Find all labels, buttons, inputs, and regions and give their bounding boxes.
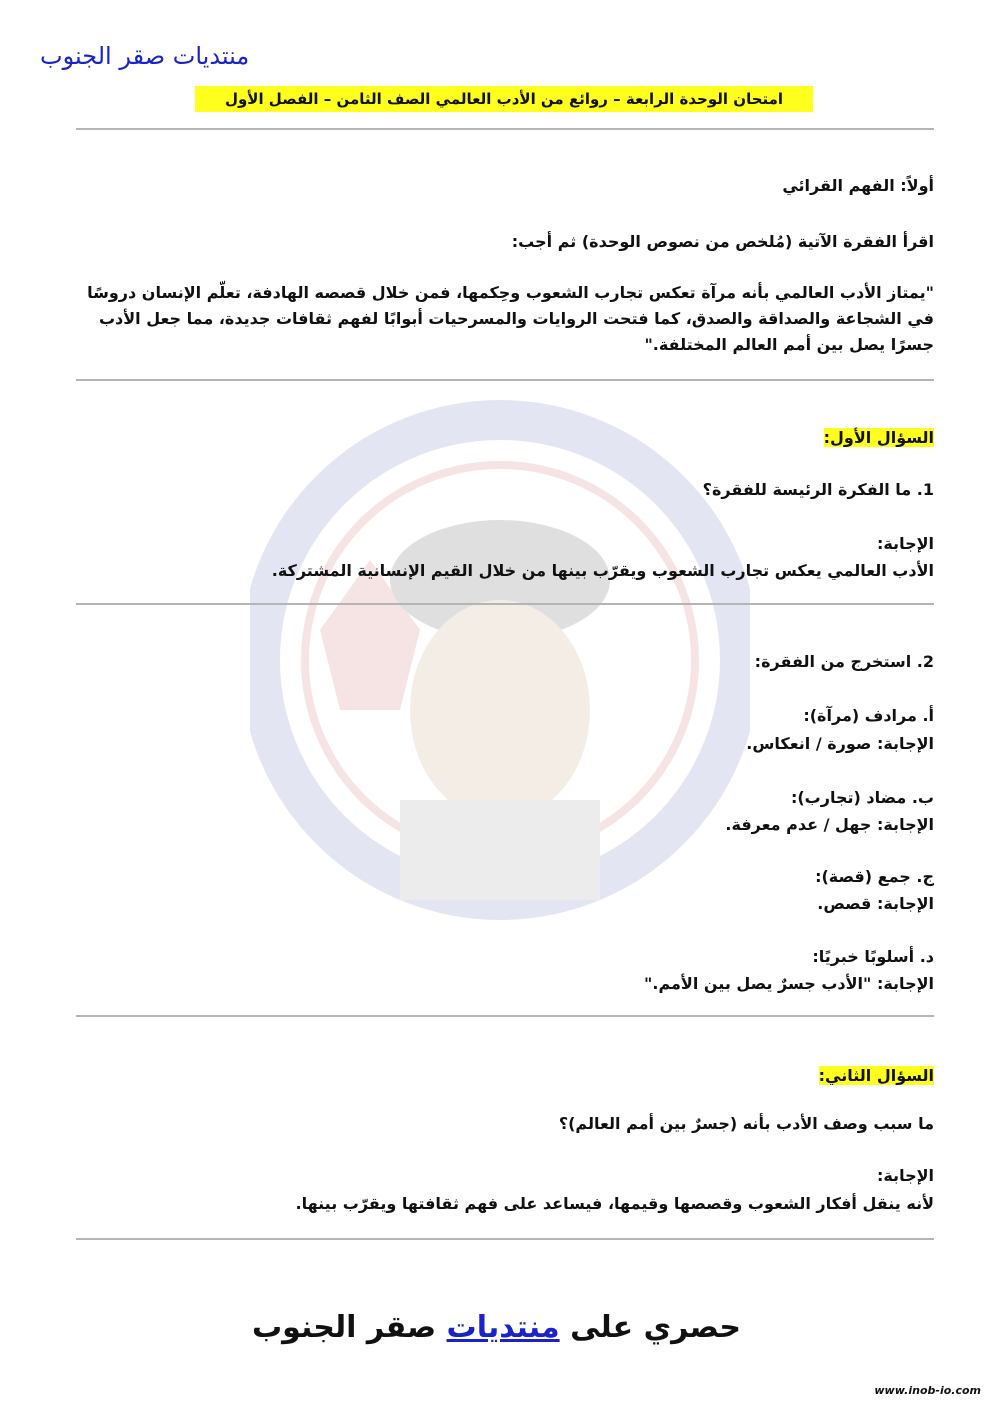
footer-text-after: صقر الجنوب [252, 1310, 447, 1345]
answer-text: الإجابة: "الأدب جسرٌ يصل بين الأمم." [644, 974, 934, 993]
sub-question: ب. مضاد (تجارب): [790, 788, 934, 807]
question-text: 2. استخرج من الفقرة: [754, 652, 934, 671]
answer-label: الإجابة: [876, 1166, 934, 1185]
forum-link[interactable]: منتديات [446, 1310, 560, 1345]
divider [76, 379, 934, 381]
instruction-text: اقرأ الفقرة الآتية (مُلخص من نصوص الوحدة) ثم أجب: [511, 232, 934, 251]
sub-question: د. أسلوبًا خبريًا: [812, 947, 934, 966]
question-text: ما سبب وصف الأدب بأنه (جسرٌ بين أمم العالم)؟ [558, 1114, 934, 1133]
footer-text-before: حصري على [559, 1310, 741, 1345]
answer-text: لأنه ينقل أفكار الشعوب وقصصها وقيمها، فيساعد على فهم ثقافتها ويقرّب بينها. [295, 1194, 934, 1213]
footer-banner [0, 1310, 993, 1345]
question-title: السؤال الأول: [823, 428, 934, 447]
divider [76, 1238, 934, 1240]
divider [76, 128, 934, 130]
site-url: www.inob-io.com [874, 1384, 981, 1397]
question-text: 1. ما الفكرة الرئيسة للفقرة؟ [702, 480, 934, 499]
brand-title: منتديات صقر الجنوب [40, 42, 250, 70]
exam-title: امتحان الوحدة الرابعة – روائع من الأدب العالمي الصف الثامن – الفصل الأول [195, 86, 813, 112]
answer-text: الإجابة: صورة / انعكاس. [746, 734, 934, 753]
section-heading: أولاً: الفهم القرائي [782, 176, 934, 195]
reading-paragraph: "يمتاز الأدب العالمي بأنه مرآة تعكس تجارب الشعوب وحِكمها، فمن خلال قصصه الهادفة، تعلّم الإنسان دروسًا في الشجاعة والصداقة والصدق، كما فتحت الروايات والمسرحيات أبوابًا لفهم ثقافات جديدة، مما جعل الأدب جسرًا يصل بين أمم العالم المختلفة." [87, 283, 934, 354]
divider [76, 1015, 934, 1017]
answer-text: الإجابة: جهل / عدم معرفة. [725, 815, 934, 834]
divider [76, 603, 934, 605]
answer-text: الإجابة: قصص. [817, 894, 934, 913]
answer-label: الإجابة: [876, 534, 934, 553]
answer-text: الأدب العالمي يعكس تجارب الشعوب ويقرّب بينها من خلال القيم الإنسانية المشتركة. [271, 561, 934, 580]
sub-question: أ. مرادف (مرآة): [803, 706, 934, 725]
question-title: السؤال الثاني: [818, 1066, 934, 1085]
sub-question: ج. جمع (قصة): [815, 867, 934, 886]
